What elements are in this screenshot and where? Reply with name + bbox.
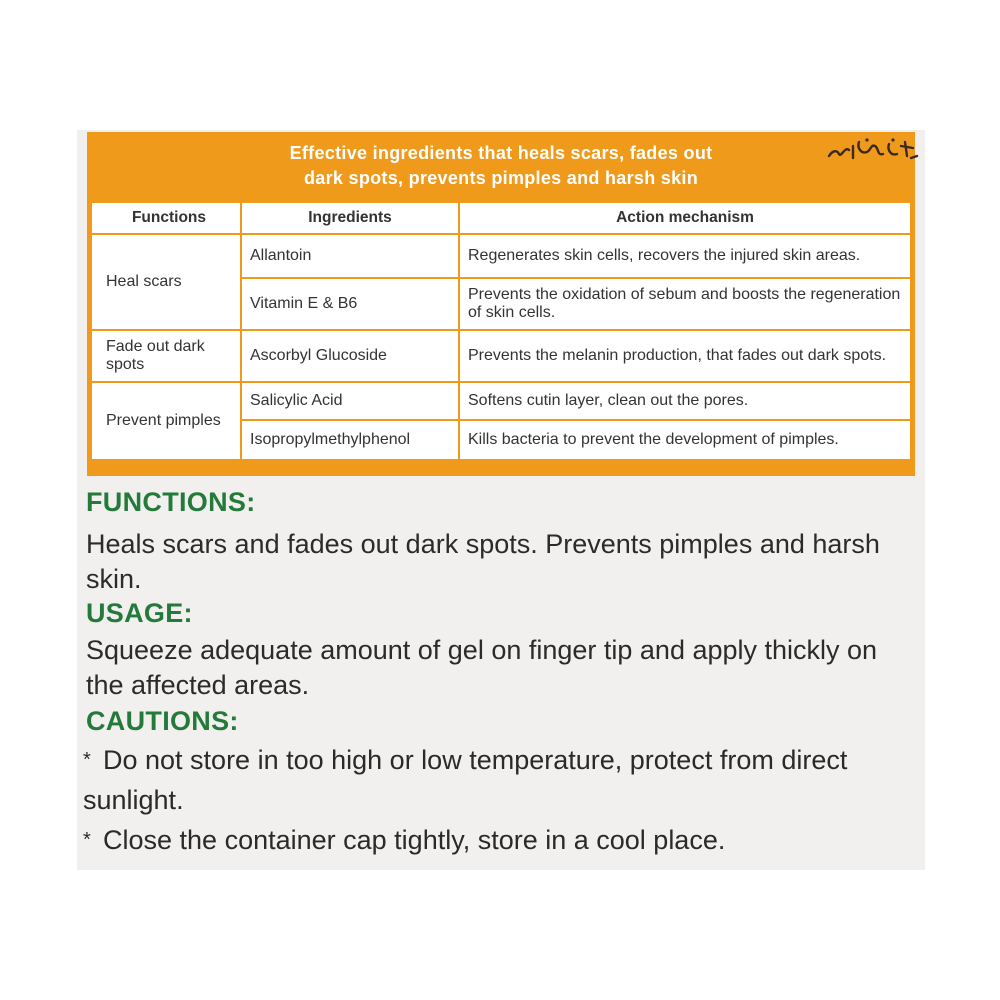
handwritten-mark-icon — [827, 136, 919, 164]
cautions-heading: CAUTIONS: — [86, 706, 239, 736]
caution-item — [83, 740, 903, 820]
bullet-star-icon: * — [83, 749, 91, 771]
function-cell: Heal scars — [91, 234, 241, 330]
banner-title — [87, 132, 915, 200]
function-cell: Prevent pimples — [91, 382, 241, 460]
table-row — [91, 330, 911, 382]
ingredient-cell: Allantoin — [241, 234, 459, 278]
header-ingredients: Ingredients — [241, 202, 459, 234]
banner-line-2: dark spots, prevents pimples and harsh skin — [303, 168, 699, 188]
caution-text: Do not store in too high or low temperature, protect from direct sunlight. — [83, 745, 848, 815]
table-header-row — [91, 202, 911, 234]
usage-text: Squeeze adequate amount of gel on finger tip and apply thickly on the affected areas. — [86, 635, 878, 700]
product-label-card — [77, 130, 925, 870]
ingredient-cell: Ascorbyl Glucoside — [241, 330, 459, 382]
table-row — [91, 382, 911, 420]
ingredients-table — [90, 201, 912, 461]
action-cell: Softens cutin layer, clean out the pores. — [459, 382, 911, 420]
functions-text: Heals scars and fades out dark spots. Prevents pimples and harsh skin. — [86, 529, 880, 594]
caution-item — [83, 820, 903, 860]
banner-line-1: Effective ingredients that heals scars, fades out — [289, 143, 713, 163]
action-cell: Prevents the melanin production, that fades out dark spots. — [459, 330, 911, 382]
action-cell: Regenerates skin cells, recovers the injured skin areas. — [459, 234, 911, 278]
action-cell: Prevents the oxidation of sebum and boosts the regeneration of skin cells. — [459, 278, 911, 330]
usage-heading: USAGE: — [86, 598, 193, 628]
header-functions: Functions — [91, 202, 241, 234]
header-action-mechanism: Action mechanism — [459, 202, 911, 234]
functions-heading: FUNCTIONS: — [86, 487, 256, 517]
bullet-star-icon: * — [83, 829, 91, 851]
ingredients-panel — [87, 132, 915, 476]
ingredient-cell: Isopropylmethylphenol — [241, 420, 459, 460]
ingredient-cell: Vitamin E & B6 — [241, 278, 459, 330]
action-cell: Kills bacteria to prevent the development of pimples. — [459, 420, 911, 460]
function-cell: Fade out dark spots — [91, 330, 241, 382]
table-row — [91, 234, 911, 278]
ingredient-cell: Salicylic Acid — [241, 382, 459, 420]
caution-text: Close the container cap tightly, store in a cool place. — [103, 825, 726, 855]
